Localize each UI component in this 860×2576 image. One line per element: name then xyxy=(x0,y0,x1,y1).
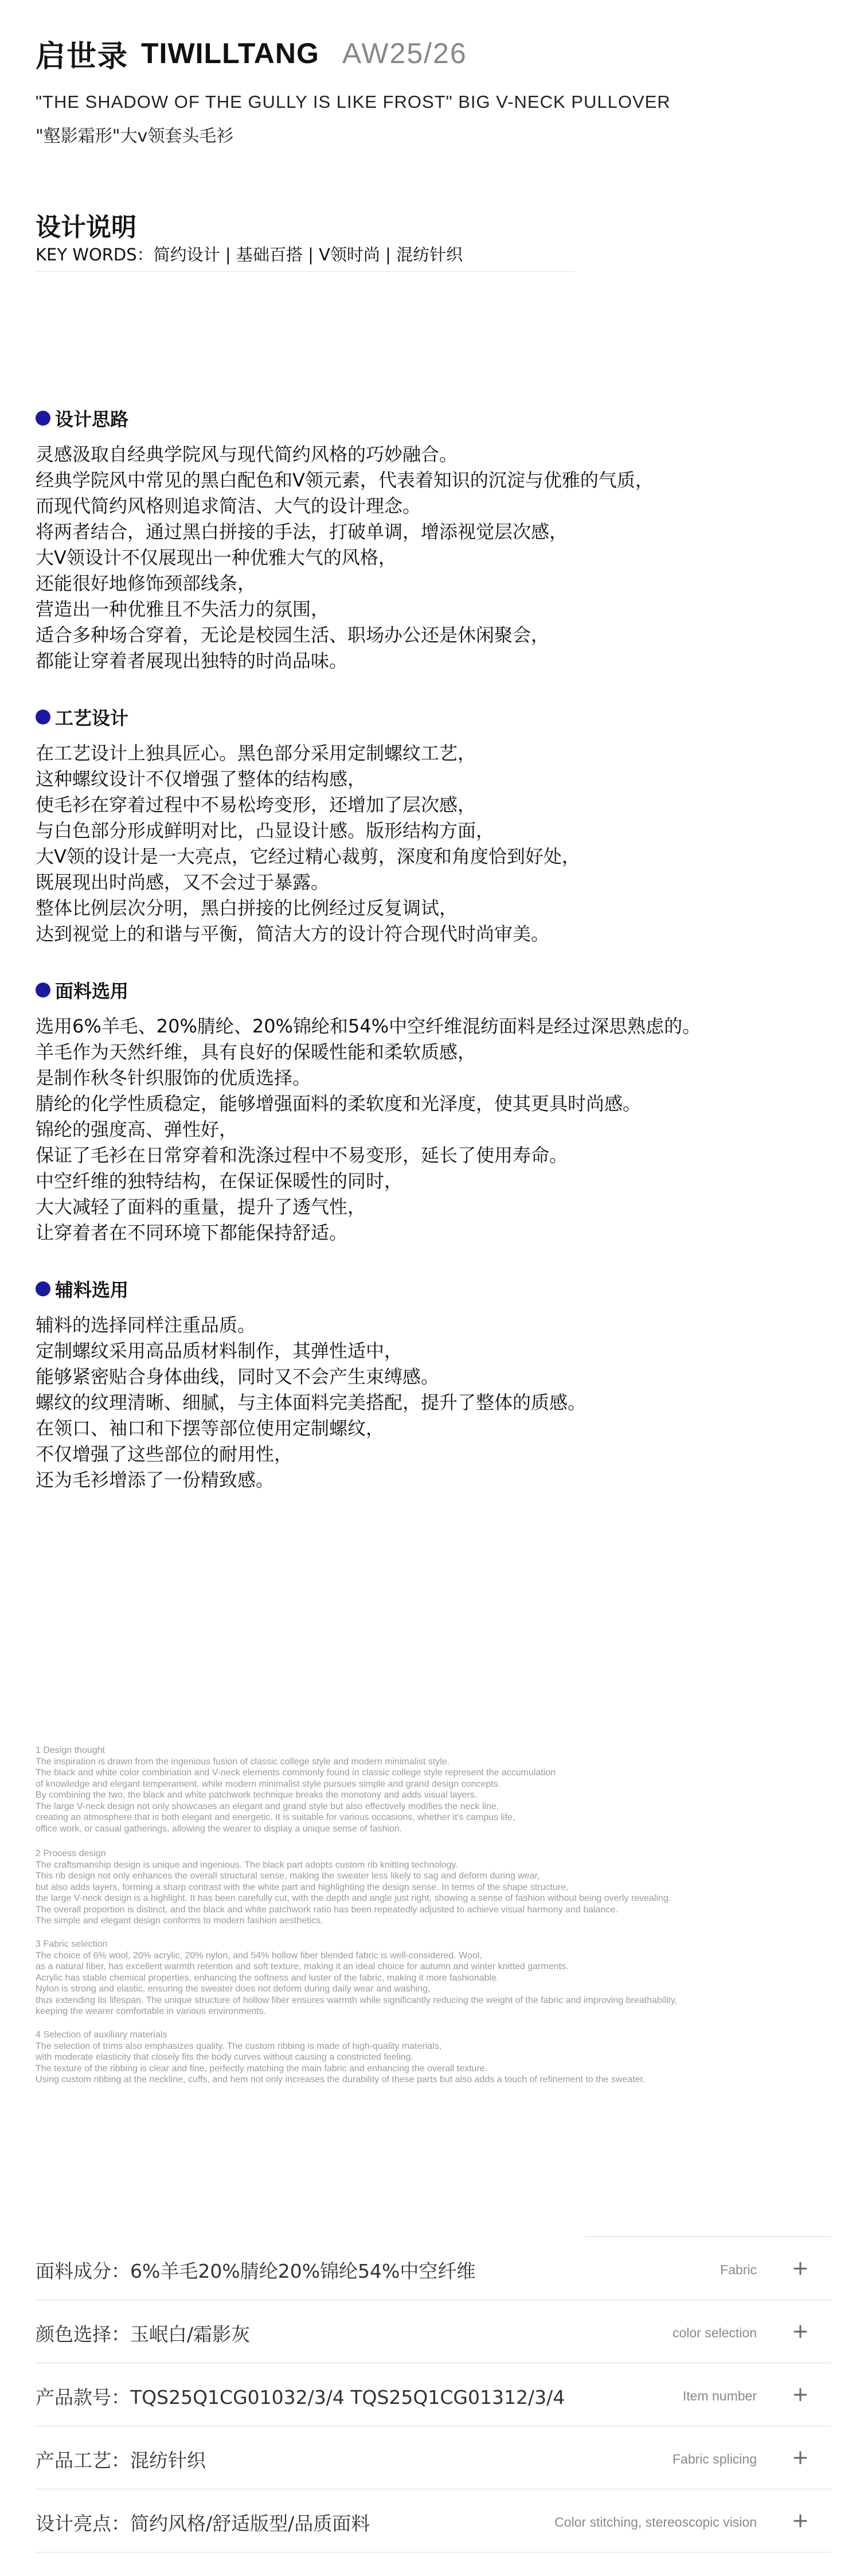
section-title-text: 面料选用 xyxy=(55,980,129,1002)
note-line: Acrylic has stable chemical properties, enhancing the softness and luster of the fabric, making it more fashionable. xyxy=(36,1973,499,1983)
note-line: By combining the two, the black and white patchwork technique breaks the monotony and adds visual layers. xyxy=(36,1790,478,1800)
info-en-label: color selection xyxy=(672,2325,757,2340)
body-line: 大V领的设计是一大亮点，它经过精心裁剪，深度和角度恰到好处， xyxy=(36,845,580,867)
row-top-rule xyxy=(585,2236,831,2237)
brand-logo-cn: 启世录 xyxy=(36,39,129,74)
english-note-design xyxy=(36,1745,850,1834)
body-line: 在领口、袖口和下摆等部位使用定制螺纹， xyxy=(36,1417,385,1439)
english-note-process xyxy=(36,1848,850,1927)
body-line: 是制作秋冬针织服饰的优质选择。 xyxy=(36,1067,311,1089)
note-line: with moderate elasticity that closely fits the body curves without causing a constricted feeling. xyxy=(36,2052,413,2062)
note-line: keeping the wearer comfortable in various environments. xyxy=(36,2006,266,2016)
info-en-label: Color stitching, stereoscopic vision xyxy=(554,2515,757,2530)
body-line: 在工艺设计上独具匠心。黑色部分采用定制螺纹工艺， xyxy=(36,742,476,764)
section-title xyxy=(36,977,701,1003)
body-line: 选用6%羊毛、20%腈纶、20%锦纶和54%中空纤维混纺面料是经过深思熟虑的。 xyxy=(36,1015,701,1037)
note-line: 2 Process design xyxy=(36,1849,106,1858)
info-row-item-number[interactable] xyxy=(36,2363,831,2426)
body-line: 中空纤维的独特结构，在保证保暖性的同时， xyxy=(36,1170,403,1192)
body-line: 既展现出时尚感，又不会过于暴露。 xyxy=(36,871,330,893)
plus-icon[interactable]: + xyxy=(791,2445,810,2469)
section-title xyxy=(36,704,580,730)
plus-icon[interactable]: + xyxy=(791,2508,810,2532)
body-line: 腈纶的化学性质稳定，能够增强面料的柔软度和光泽度，使其更具时尚感。 xyxy=(36,1093,642,1114)
note-line: The craftsmanship design is unique and ingenious. The black part adopts custom rib knitting technology. xyxy=(36,1860,458,1870)
body-line: 与白色部分形成鲜明对比，凸显设计感。版形结构方面， xyxy=(36,820,495,841)
note-line: The selection of trims also emphasizes quality. The custom ribbing is made of high-quality materials, xyxy=(36,2041,442,2051)
body-line: 营造出一种优雅且不失活力的氛围， xyxy=(36,598,330,620)
body-line: 能够紧密贴合身体曲线，同时又不会产生束缚感。 xyxy=(36,1366,440,1388)
body-line: 大V领设计不仅展现出一种优雅大气的风格， xyxy=(36,547,397,568)
body-line: 保证了毛衫在日常穿着和洗涤过程中不易变形，延长了使用寿命。 xyxy=(36,1144,568,1166)
brand-header xyxy=(36,33,467,73)
body-line: 不仅增强了这些部位的耐用性， xyxy=(36,1443,293,1465)
season-label: AW25/26 xyxy=(342,37,467,69)
product-title-en: "THE SHADOW OF THE GULLY IS LIKE FROST" BIG V-NECK PULLOVER xyxy=(36,92,671,112)
brand-logo-en: TIWILLTANG xyxy=(141,37,319,69)
body-line: 达到视觉上的和谐与平衡，简洁大方的设计符合现代时尚审美。 xyxy=(36,923,550,945)
note-line: but also adds layers, forming a sharp contrast with the white part and highlighting the design sense. In terms of the shape structure, xyxy=(36,1882,569,1892)
section-body xyxy=(36,741,580,947)
body-line: 羊毛作为天然纤维，具有良好的保暖性能和柔软质感， xyxy=(36,1041,476,1063)
note-line: 1 Design thought xyxy=(36,1745,105,1755)
body-line: 定制螺纹采用高品质材料制作，其弹性适中， xyxy=(36,1340,403,1362)
note-line: The texture of the ribbing is clear and fine, perfectly matching the main fabric and enhancing the overall texture. xyxy=(36,2063,487,2074)
plus-icon[interactable]: + xyxy=(791,2256,810,2280)
note-line: The overall proportion is distinct, and the black and white patchwork ratio has been repeatedly adjusted to achieve visual harmony and balance. xyxy=(36,1904,618,1915)
section-title-text: 工艺设计 xyxy=(55,707,129,729)
note-line: thus extending its lifespan. The unique structure of hollow fiber ensures warmth while significantly reducing the weight of the fabric and improving breathability, xyxy=(36,1995,678,2005)
note-line: of knowledge and elegant temperament, while modern minimalist style pursues simple and grand design concepts. xyxy=(36,1779,501,1789)
body-line: 而现代简约风格则追求简洁、大气的设计理念。 xyxy=(36,495,421,517)
note-line: The choice of 6% wool, 20% acrylic, 20% nylon, and 54% hollow fiber blended fabric is well-considered. Wool, xyxy=(36,1950,482,1961)
info-label: 面料成分：6%羊毛20%腈纶20%锦纶54%中空纤维 xyxy=(36,2260,476,2282)
section-auxiliary xyxy=(36,1276,586,1493)
body-line: 灵感汲取自经典学院风与现代简约风格的巧妙融合。 xyxy=(36,443,458,465)
note-line: 4 Selection of auxiliary materials xyxy=(36,2030,167,2040)
note-line: This rib design not only enhances the overall structural sense, making the sweater less likely to sag and deform during wear, xyxy=(36,1871,540,1881)
body-line: 还为毛衫增添了一份精致感。 xyxy=(36,1469,275,1491)
product-title-cn: "壑影霜形"大v领套头毛衫 xyxy=(36,126,234,146)
body-line: 适合多种场合穿着，无论是校园生活、职场办公还是休闲聚会， xyxy=(36,624,550,646)
info-label: 产品工艺：混纺针织 xyxy=(36,2449,206,2472)
note-line: The large V-neck design not only showcases an elegant and grand style but also effectively modifies the neck line, xyxy=(36,1801,499,1811)
note-line: Nylon is strong and elastic, ensuring the sweater does not deform during daily wear and washing, xyxy=(36,1984,431,1994)
info-label: 颜色选择：玉岷白/霜影灰 xyxy=(36,2323,251,2345)
section-title-text: 设计思路 xyxy=(55,408,129,430)
body-line: 整体比例层次分明，黑白拼接的比例经过反复调试， xyxy=(36,897,458,919)
section-title xyxy=(36,1276,586,1302)
note-line: as a natural fiber, has excellent warmth retention and soft texture, making it an ideal choice for autumn and winter knitted garments. xyxy=(36,1962,569,1971)
body-line: 使毛衫在穿着过程中不易松垮变形，还增加了层次感， xyxy=(36,794,476,816)
body-line: 还能很好地修饰颈部线条， xyxy=(36,572,256,594)
info-row-craft[interactable] xyxy=(36,2426,831,2489)
body-line: 经典学院风中常见的黑白配色和V领元素，代表着知识的沉淀与优雅的气质， xyxy=(36,469,654,491)
body-line: 锦纶的强度高、弹性好， xyxy=(36,1119,238,1140)
section-title xyxy=(36,405,654,431)
design-heading: 设计说明 xyxy=(36,213,136,242)
section-fabric xyxy=(36,977,701,1246)
note-line: office work, or casual gatherings, allowing the wearer to display a unique sense of fashion. xyxy=(36,1823,402,1834)
info-en-label: Fabric xyxy=(720,2262,757,2277)
body-line: 大大减轻了面料的重量，提升了透气性， xyxy=(36,1196,366,1218)
plus-icon[interactable]: + xyxy=(791,2382,810,2406)
info-row-fabric[interactable] xyxy=(36,2237,831,2300)
section-process-design xyxy=(36,704,580,947)
dot-icon xyxy=(36,1281,50,1296)
dot-icon xyxy=(36,983,50,997)
body-line: 将两者结合，通过黑白拼接的手法，打破单调，增添视觉层次感， xyxy=(36,521,568,543)
info-label: 设计亮点：简约风格/舒适版型/品质面料 xyxy=(36,2512,370,2535)
section-body xyxy=(36,1312,586,1493)
english-note-auxiliary xyxy=(36,2029,850,2086)
info-row-highlights[interactable] xyxy=(36,2489,831,2552)
body-line: 辅料的选择同样注重品质。 xyxy=(36,1314,256,1336)
section-design-thought xyxy=(36,405,654,674)
plus-icon[interactable]: + xyxy=(791,2319,810,2343)
info-label: 产品款号：TQS25Q1CG01032/3/4 TQS25Q1CG01312/3/4 xyxy=(36,2386,565,2409)
info-en-label: Fabric splicing xyxy=(673,2452,757,2466)
section-body xyxy=(36,1014,701,1246)
note-line: Using custom ribbing at the neckline, cuffs, and hem not only increases the durability of these parts but also adds a touch of refinement to the sweater. xyxy=(36,2075,646,2084)
keywords-line: KEY WORDS：简约设计 | 基础百搭 | V领时尚 | 混纺针织 xyxy=(36,242,574,272)
note-line: 3 Fabric selection xyxy=(36,1939,108,1949)
section-body xyxy=(36,442,654,674)
body-line: 螺纹的纹理清晰、细腻，与主体面料完美搭配，提升了整体的质感。 xyxy=(36,1392,587,1413)
dot-icon xyxy=(36,411,50,426)
note-line: The simple and elegant design conforms to modern fashion aesthetics. xyxy=(36,1916,323,1926)
note-line: The inspiration is drawn from the ingenious fusion of classic college style and modern minimalist style. xyxy=(36,1756,450,1767)
note-line: creating an atmosphere that is both elegant and energetic. It is suitable for various occasions, whether it's campus life, xyxy=(36,1813,515,1822)
body-line: 这种螺纹设计不仅增强了整体的结构感， xyxy=(36,768,366,790)
info-en-label: Item number xyxy=(682,2388,757,2403)
english-note-fabric xyxy=(36,1939,850,2017)
info-row-color[interactable] xyxy=(36,2300,831,2363)
section-title-text: 辅料选用 xyxy=(55,1279,129,1301)
note-line: The black and white color combination and V-neck elements commonly found in classic college style represent the accumulation xyxy=(36,1768,556,1778)
body-line: 都能让穿着者展现出独特的时尚品味。 xyxy=(36,650,348,672)
body-line: 让穿着者在不同环境下都能保持舒适。 xyxy=(36,1222,348,1244)
dot-icon xyxy=(36,710,50,724)
note-line: the large V-neck design is a highlight. It has been carefully cut, with the depth and angle just right, showing a sense of fashion without being overly revealing. xyxy=(36,1893,671,1903)
